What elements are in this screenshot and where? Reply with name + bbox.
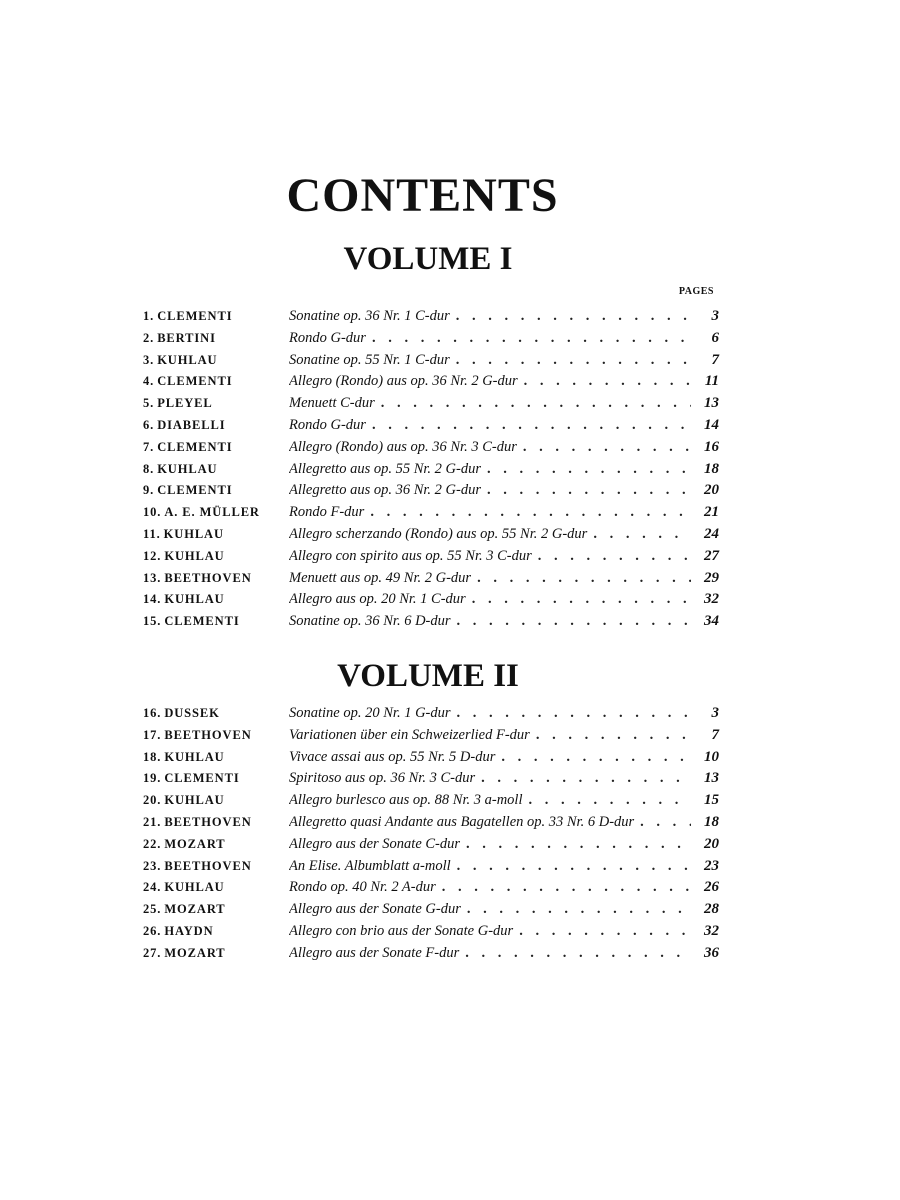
toc-entry-number: 6. (143, 417, 155, 432)
toc-piece-title: Allegro scherzando (Rondo) aus op. 55 Nr. 2 G-dur (289, 525, 588, 542)
toc-piece (289, 482, 691, 499)
toc-entry-number: 9. (143, 483, 155, 498)
toc-entry (143, 548, 719, 570)
toc-entry (143, 727, 719, 749)
toc-piece-title: Allegretto aus op. 36 Nr. 2 G-dur (289, 482, 481, 499)
toc-entry-number: 21. (143, 814, 162, 829)
toc-composer (143, 815, 289, 830)
toc-page-number: 18 (704, 460, 719, 477)
toc-entry (143, 482, 719, 504)
dot-leader (481, 482, 691, 499)
toc-composer (143, 902, 289, 917)
dot-leader (481, 461, 691, 478)
toc-piece (289, 548, 691, 565)
toc-entry-number: 2. (143, 330, 155, 345)
toc-composer-name: KUHLAU (164, 548, 225, 563)
toc-page-number: 3 (711, 308, 719, 324)
toc-piece-title: Allegro aus der Sonate C-dur (289, 835, 461, 852)
toc-piece-title: Spiritoso aus op. 36 Nr. 3 C-dur (289, 770, 476, 787)
toc-composer-name: CLEMENTI (157, 309, 233, 323)
dot-leader (475, 770, 691, 787)
toc-piece-title: Allegro aus op. 20 Nr. 1 C-dur (289, 591, 466, 608)
toc-entry-number: 16. (143, 706, 162, 720)
toc-composer-name: CLEMENTI (157, 374, 233, 389)
toc-entry-number: 8. (143, 461, 155, 476)
toc-piece-title: Vivace assai aus op. 55 Nr. 5 D-dur (289, 748, 496, 765)
toc-piece (289, 330, 691, 347)
toc-entry (143, 526, 719, 548)
toc-composer (143, 924, 289, 939)
toc-composer (143, 750, 289, 765)
toc-page-number: 7 (711, 351, 719, 368)
toc-piece (289, 901, 691, 918)
toc-piece-title: Menuett C-dur (289, 395, 375, 412)
toc-entry (143, 395, 719, 417)
toc-composer-name: PLEYEL (157, 396, 213, 411)
dot-leader (466, 591, 691, 608)
toc-piece-title: Allegretto quasi Andante aus Bagatellen op. 33 Nr. 6 D-dur (289, 813, 635, 830)
toc-composer (143, 505, 289, 520)
toc-page-number: 24 (704, 525, 719, 542)
toc-composer-name: BEETHOVEN (164, 814, 252, 829)
toc-piece (289, 504, 691, 521)
toc-piece-title: Allegro aus der Sonate G-dur (289, 901, 461, 918)
toc-page-number: 3 (711, 705, 719, 721)
toc-entry (143, 836, 719, 858)
toc-composer-name: KUHLAU (164, 793, 225, 808)
toc-entry (143, 814, 719, 836)
toc-entry-number: 4. (143, 374, 155, 389)
dot-leader (366, 417, 691, 434)
toc-piece-title: Sonatine op. 36 Nr. 6 D-dur (289, 613, 451, 630)
pages-column-label: PAGES (678, 286, 714, 297)
toc-entry (143, 417, 719, 439)
dot-leader (513, 923, 691, 940)
volume-2-heading: VOLUME II (337, 658, 519, 694)
toc-piece-title: Allegro (Rondo) aus op. 36 Nr. 2 G-dur (289, 373, 518, 390)
toc-entry-number: 5. (143, 396, 155, 411)
toc-page-number: 11 (704, 373, 719, 390)
toc-piece-title: Variationen über ein Schweizerlied F-dur (289, 726, 530, 743)
toc-composer (143, 331, 289, 346)
toc-entry (143, 330, 719, 352)
toc-entry-number: 1. (143, 309, 155, 323)
toc-piece (289, 945, 691, 962)
toc-composer-name: KUHLAU (164, 749, 225, 764)
dot-leader (459, 945, 691, 962)
toc-piece-title: Allegro con brio aus der Sonate G-dur (289, 922, 514, 939)
toc-composer (143, 880, 289, 895)
toc-piece-title: Rondo op. 40 Nr. 2 A-dur (289, 879, 436, 896)
toc-entry (143, 879, 719, 901)
dot-leader (451, 858, 691, 875)
toc-piece (289, 613, 691, 630)
toc-piece (289, 308, 691, 325)
volume-1-heading: VOLUME I (343, 241, 513, 277)
toc-page-number: 34 (704, 613, 719, 630)
toc-page-number: 20 (704, 482, 719, 499)
toc-page-number: 27 (704, 547, 719, 564)
toc-composer (143, 592, 289, 607)
toc-composer (143, 837, 289, 852)
toc-piece (289, 814, 691, 831)
toc-entry (143, 570, 719, 592)
toc-piece-title: Sonatine op. 20 Nr. 1 G-dur (289, 705, 451, 721)
toc-piece (289, 417, 691, 434)
toc-page-number: 29 (704, 569, 719, 586)
toc-page-number: 28 (704, 901, 719, 918)
toc-entry-number: 7. (143, 439, 155, 454)
toc-entry-number: 24. (143, 880, 162, 895)
toc-composer-name: A. E. MÜLLER (164, 505, 260, 520)
toc-entry-number: 27. (143, 945, 162, 960)
dot-leader (375, 395, 691, 412)
toc-entry-number: 10. (143, 505, 162, 520)
toc-entry (143, 901, 719, 923)
toc-piece (289, 858, 691, 875)
toc-composer (143, 571, 289, 586)
toc-entry-number: 23. (143, 858, 162, 873)
toc-piece (289, 570, 691, 587)
toc-composer (143, 771, 289, 786)
dot-leader (451, 705, 691, 722)
toc-piece (289, 727, 691, 744)
dot-leader (518, 373, 691, 390)
dot-leader (460, 836, 691, 853)
dot-leader (587, 526, 691, 543)
toc-composer (143, 440, 289, 455)
toc-page-number: 26 (704, 879, 719, 896)
dot-leader (436, 879, 691, 896)
dot-leader (522, 792, 691, 809)
toc-composer (143, 396, 289, 411)
toc-piece-title: Rondo F-dur (289, 504, 365, 521)
toc-piece (289, 352, 691, 369)
toc-entry-number: 20. (143, 793, 162, 808)
toc-composer-name: MOZART (164, 902, 226, 917)
toc-piece (289, 526, 691, 543)
toc-page-number: 7 (711, 726, 719, 743)
toc-entry-number: 13. (143, 570, 162, 585)
toc-composer (143, 418, 289, 433)
toc-page-number: 13 (704, 770, 719, 787)
toc-entry (143, 770, 719, 792)
dot-leader (517, 439, 691, 456)
toc-composer (143, 527, 289, 542)
toc-page-number: 16 (704, 438, 719, 455)
toc-page-number: 14 (704, 416, 719, 433)
toc-composer-name: BEETHOVEN (164, 727, 252, 742)
toc-entry (143, 308, 719, 330)
toc-entry (143, 945, 719, 967)
toc-composer-name: BEETHOVEN (164, 570, 252, 585)
toc-composer-name: BERTINI (157, 330, 216, 345)
toc-composer-name: MOZART (164, 945, 226, 960)
toc-piece (289, 792, 691, 809)
toc-composer (143, 374, 289, 389)
toc-piece-title: Allegro aus der Sonate F-dur (289, 944, 460, 961)
toc-piece (289, 439, 691, 456)
toc-piece (289, 749, 691, 766)
toc-composer (143, 483, 289, 498)
toc-page-number: 10 (704, 748, 719, 765)
toc-entry (143, 858, 719, 880)
toc-composer-name: MOZART (164, 836, 226, 851)
toc-entry (143, 504, 719, 526)
toc-composer (143, 549, 289, 564)
toc-piece (289, 879, 691, 896)
toc-page-number: 18 (704, 813, 719, 830)
toc-page-number: 13 (704, 395, 719, 412)
toc-entry-number: 17. (143, 727, 162, 742)
toc-piece (289, 373, 691, 390)
toc-composer-name: DUSSEK (164, 706, 220, 720)
toc-piece-title: An Elise. Albumblatt a-moll (289, 857, 451, 874)
toc-composer-name: KUHLAU (157, 461, 218, 476)
toc-entry-number: 14. (143, 592, 162, 607)
toc-composer-name: CLEMENTI (164, 614, 240, 629)
toc-entry-number: 15. (143, 614, 162, 629)
dot-leader (634, 814, 691, 831)
toc-piece-title: Allegretto aus op. 55 Nr. 2 G-dur (289, 460, 481, 477)
toc-entry-number: 26. (143, 923, 162, 938)
toc-composer (143, 859, 289, 874)
toc-piece (289, 395, 691, 412)
toc-composer-name: CLEMENTI (164, 771, 240, 786)
toc-composer (143, 309, 289, 324)
toc-piece (289, 923, 691, 940)
toc-composer-name: CLEMENTI (157, 483, 233, 498)
toc-piece-title: Sonatine op. 36 Nr. 1 C-dur (289, 308, 450, 324)
dot-leader (450, 308, 691, 325)
toc-page-number: 21 (704, 504, 719, 521)
dot-leader (451, 613, 691, 630)
toc-composer (143, 728, 289, 743)
page-title: CONTENTS (286, 169, 559, 222)
toc-composer (143, 706, 289, 721)
toc-piece (289, 705, 691, 722)
toc-page-number: 32 (704, 591, 719, 608)
toc-entry (143, 923, 719, 945)
toc-page-number: 6 (711, 329, 719, 346)
dot-leader (364, 504, 691, 521)
toc-piece (289, 461, 691, 478)
dot-leader (532, 548, 691, 565)
toc-entry (143, 613, 719, 635)
toc-piece-title: Allegro burlesco aus op. 88 Nr. 3 a-moll (289, 792, 523, 809)
toc-page-number: 23 (704, 857, 719, 874)
toc-entry-number: 19. (143, 771, 162, 786)
toc-piece-title: Allegro (Rondo) aus op. 36 Nr. 3 C-dur (289, 438, 517, 455)
toc-piece-title: Menuett aus op. 49 Nr. 2 G-dur (289, 569, 472, 586)
toc-piece (289, 591, 691, 608)
toc-composer-name: DIABELLI (157, 417, 226, 432)
toc-entry-number: 18. (143, 749, 162, 764)
toc-piece-title: Sonatine op. 55 Nr. 1 C-dur (289, 351, 450, 368)
toc-composer-name: CLEMENTI (157, 439, 233, 454)
toc-entry (143, 373, 719, 395)
toc-composer-name: KUHLAU (164, 592, 225, 607)
toc-entry-number: 12. (143, 548, 162, 563)
toc-entry (143, 792, 719, 814)
toc-entry-number: 25. (143, 902, 162, 917)
toc-composer-name: HAYDN (164, 923, 214, 938)
toc-piece (289, 770, 691, 787)
toc-page-number: 15 (704, 792, 719, 809)
toc-entry (143, 461, 719, 483)
toc-entry (143, 439, 719, 461)
dot-leader (450, 352, 691, 369)
dot-leader (495, 749, 691, 766)
toc-composer-name: KUHLAU (157, 352, 218, 367)
dot-leader (530, 727, 691, 744)
toc-composer-name: KUHLAU (164, 880, 225, 895)
dot-leader (366, 330, 691, 347)
toc-piece (289, 836, 691, 853)
toc-composer (143, 946, 289, 961)
dot-leader (471, 570, 691, 587)
toc-piece-title: Rondo G-dur (289, 329, 366, 346)
toc-composer (143, 462, 289, 477)
toc-page-number: 20 (704, 835, 719, 852)
toc-composer-name: KUHLAU (163, 526, 224, 541)
toc-piece-title: Allegro con spirito aus op. 55 Nr. 3 C-dur (289, 547, 532, 564)
toc-entry (143, 591, 719, 613)
toc-entry-number: 22. (143, 836, 162, 851)
toc-entry (143, 749, 719, 771)
toc-entry-number: 3. (143, 352, 155, 367)
toc-composer (143, 793, 289, 808)
volume-2-contents-list (143, 705, 719, 967)
toc-entry-number: 11. (143, 526, 161, 541)
toc-entry (143, 705, 719, 727)
toc-page-number: 36 (704, 944, 719, 961)
toc-composer (143, 353, 289, 368)
toc-composer (143, 614, 289, 629)
toc-piece-title: Rondo G-dur (289, 416, 366, 433)
volume-1-contents-list (143, 308, 719, 635)
toc-page-number: 32 (704, 922, 719, 939)
toc-entry (143, 352, 719, 374)
toc-composer-name: BEETHOVEN (164, 858, 252, 873)
dot-leader (461, 901, 691, 918)
